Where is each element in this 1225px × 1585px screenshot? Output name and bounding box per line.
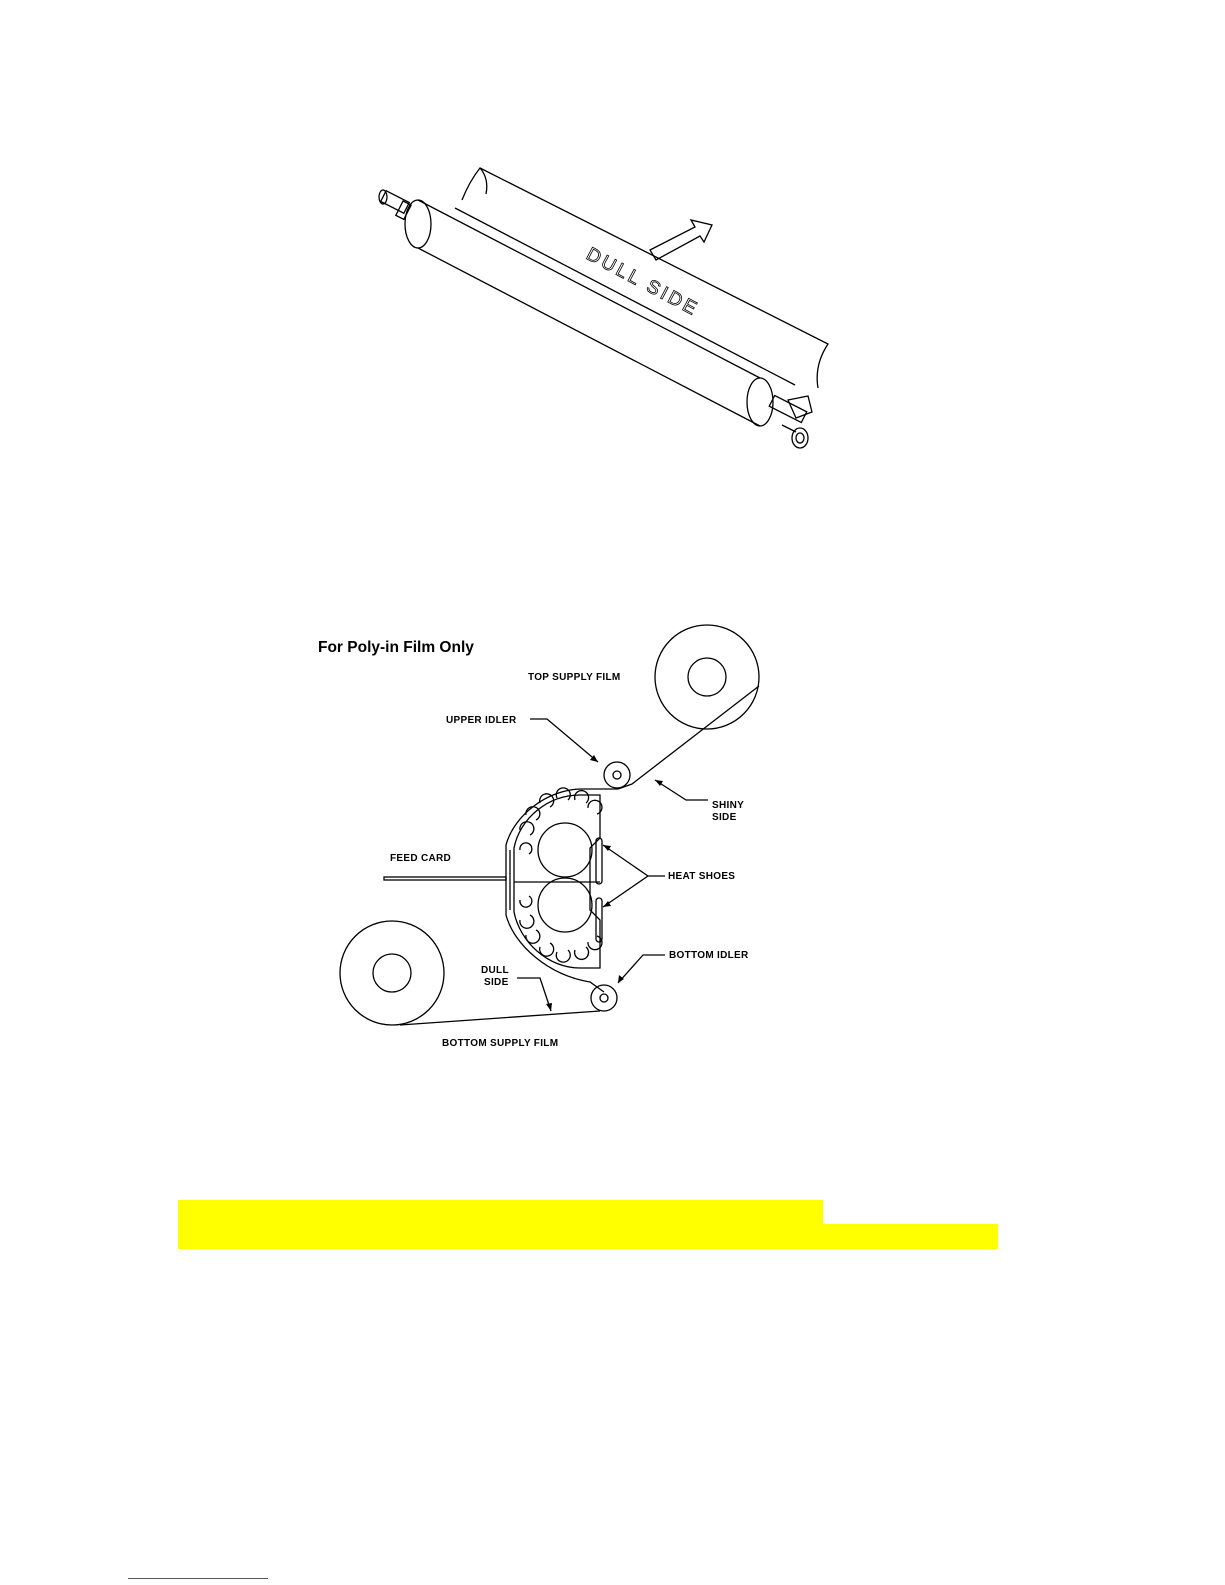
shaft-right-chuck: [769, 395, 812, 448]
footnote-separator: [128, 1578, 268, 1579]
top-supply-film-label: TOP SUPPLY FILM: [528, 672, 621, 683]
film-path-diagram: [0, 600, 1225, 1070]
roller-illustration: [0, 0, 1225, 500]
heat-shoe-assembly: [506, 788, 618, 992]
direction-arrow-icon: [650, 220, 712, 260]
upper-idler: [604, 762, 630, 788]
highlight-bar-upper: [178, 1200, 823, 1225]
diagram-title: For Poly-in Film Only: [318, 639, 474, 656]
bottom-supply-roll: [340, 921, 444, 1025]
bottom-idler: [591, 985, 617, 1011]
shiny-side-label-1: SHINY: [712, 800, 745, 811]
lower-heat-roller: [538, 878, 592, 932]
bottom-supply-film-label: BOTTOM SUPPLY FILM: [442, 1038, 559, 1049]
upper-idler-label: UPPER IDLER: [446, 715, 517, 726]
bottom-idler-label: BOTTOM IDLER: [669, 950, 749, 961]
dull-side-label-1: DULL: [481, 965, 509, 976]
feed-card-label: FEED CARD: [390, 853, 452, 864]
shaft-left: [379, 190, 411, 219]
heat-shoes-label: HEAT SHOES: [668, 871, 736, 882]
feed-card: [384, 877, 506, 880]
dull-side-label: DULL SIDE: [582, 243, 703, 321]
highlight-bar-lower: [178, 1224, 998, 1249]
shiny-side-label-2: SIDE: [712, 812, 737, 823]
top-supply-roll: [655, 625, 759, 729]
upper-heat-roller: [538, 823, 592, 877]
film-roll: [405, 200, 795, 426]
dull-side-label-2: SIDE: [484, 977, 509, 988]
